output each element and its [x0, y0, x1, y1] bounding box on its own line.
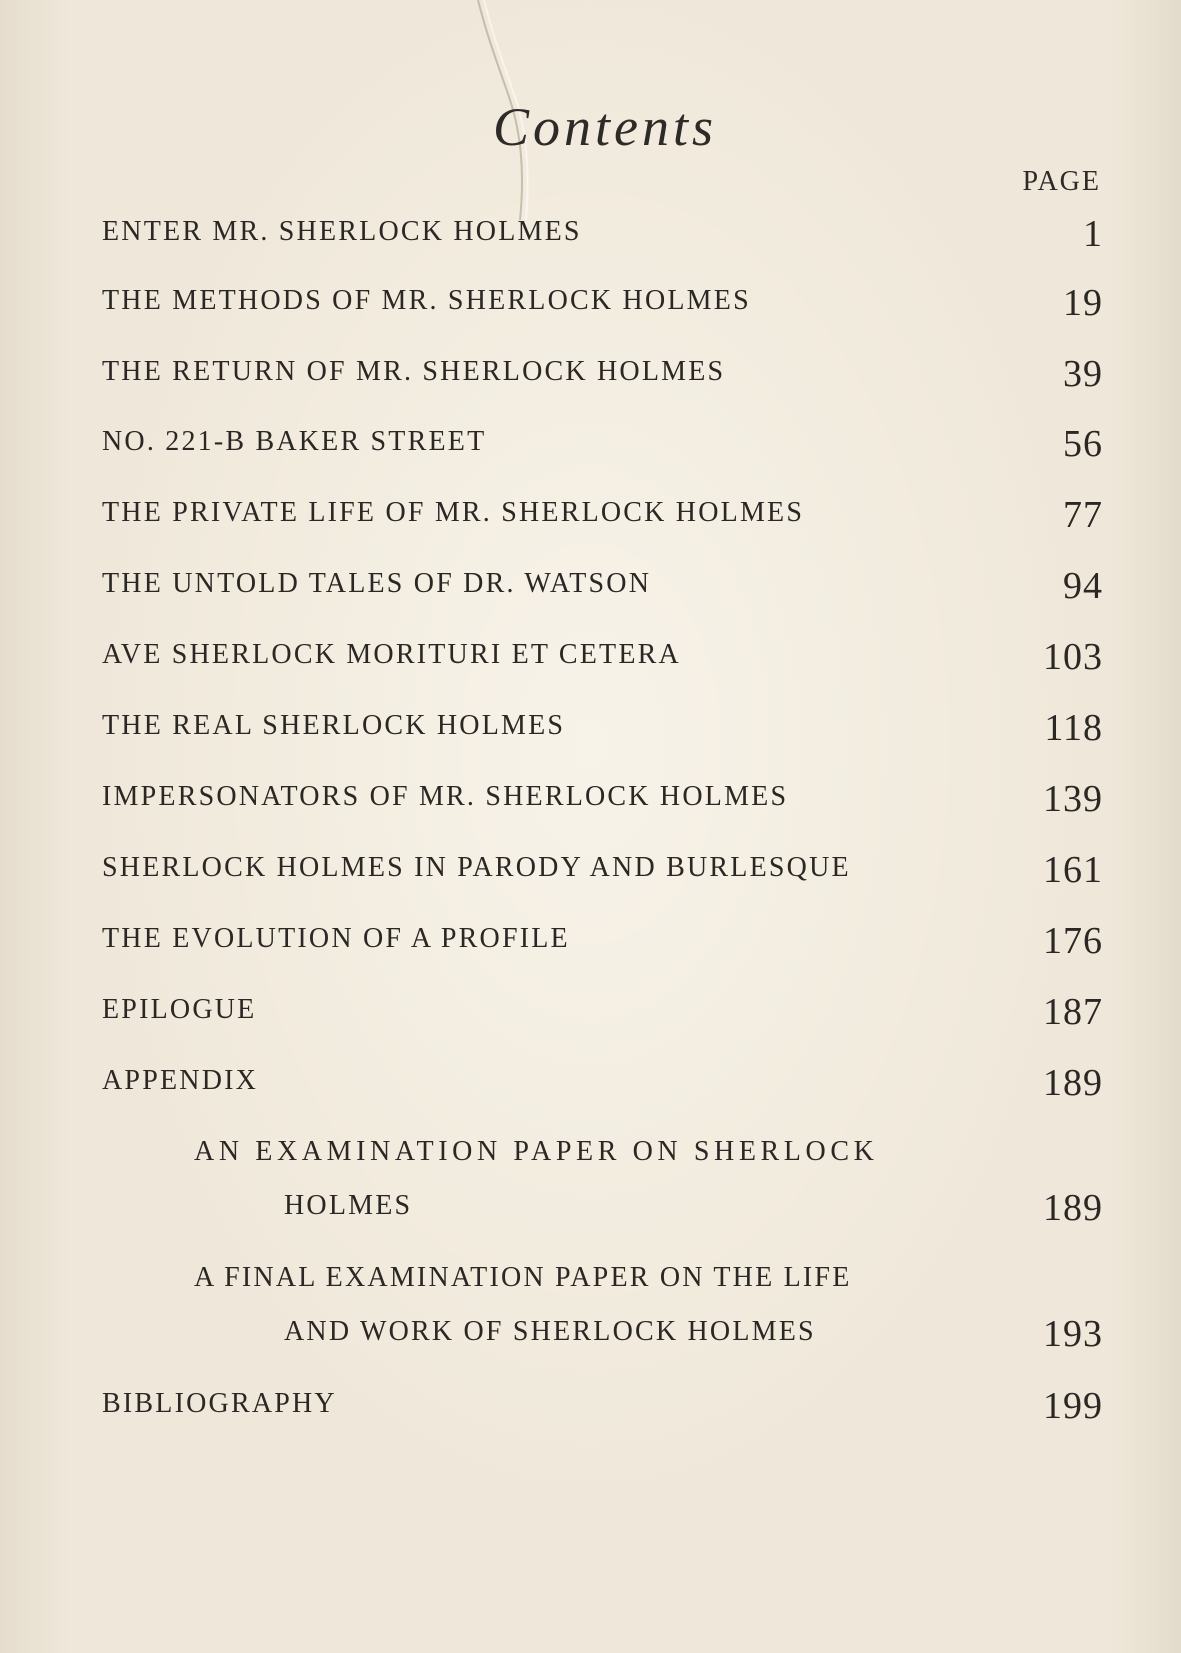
toc-entry-title: SHERLOCK HOLMES IN PARODY AND BURLESQUE [102, 852, 851, 883]
toc-entry-title: EPILOGUE [102, 994, 257, 1025]
toc-entry-page: 1 [1083, 213, 1103, 255]
toc-entry-page: 56 [1063, 423, 1103, 465]
toc-entry-title: ENTER MR. SHERLOCK HOLMES [102, 216, 582, 247]
toc-entry[interactable] [102, 423, 1103, 466]
toc-entry[interactable] [102, 494, 1103, 537]
toc-entry-page: 189 [1043, 1062, 1103, 1104]
toc-entry[interactable] [102, 778, 1103, 821]
toc-entry-title: THE RETURN OF MR. SHERLOCK HOLMES [102, 356, 726, 387]
toc-entry-page: 187 [1043, 991, 1103, 1033]
toc-entry-page: 103 [1043, 636, 1103, 678]
page-column-label: PAGE [1022, 166, 1101, 197]
toc-entry[interactable] [102, 707, 1103, 750]
toc-entry[interactable] [102, 213, 1103, 256]
toc-entry-title: NO. 221-B BAKER STREET [102, 426, 487, 457]
toc-entry[interactable] [102, 282, 1103, 325]
toc-entry-title: APPENDIX [102, 1065, 259, 1096]
toc-entry-page: 19 [1063, 282, 1103, 324]
toc-entry[interactable] [102, 849, 1103, 892]
contents-heading: Contents [492, 97, 717, 157]
toc-entry[interactable] [102, 353, 1103, 396]
toc-entry-page: 199 [1043, 1385, 1103, 1427]
toc-entry-title: IMPERSONATORS OF MR. SHERLOCK HOLMES [102, 781, 789, 812]
appendix-item-title-line2: HOLMES [284, 1190, 413, 1221]
toc-entry-page: 94 [1063, 565, 1103, 607]
toc-entry-page: 77 [1063, 494, 1103, 536]
toc-entry[interactable] [102, 565, 1103, 608]
toc-entry-bibliography[interactable] [102, 1385, 1103, 1428]
toc-entry-title: THE EVOLUTION OF A PROFILE [102, 923, 570, 954]
toc-entry-page: 139 [1043, 778, 1103, 820]
appendix-item-title-line2: AND WORK OF SHERLOCK HOLMES [284, 1316, 816, 1347]
toc-entry-page: 39 [1063, 353, 1103, 395]
toc-entry-page: 161 [1043, 849, 1103, 891]
toc-entry[interactable] [102, 920, 1103, 963]
toc-entry[interactable] [102, 636, 1103, 679]
toc-entry-title: THE REAL SHERLOCK HOLMES [102, 710, 566, 741]
toc-entry-title: THE METHODS OF MR. SHERLOCK HOLMES [102, 285, 751, 316]
appendix-item-title-line1: AN EXAMINATION PAPER ON SHERLOCK [194, 1136, 879, 1167]
appendix-item-title-line1: A FINAL EXAMINATION PAPER ON THE LIFE [194, 1262, 852, 1293]
toc-entry-page: 118 [1044, 707, 1103, 749]
appendix-item-page: 189 [1043, 1187, 1103, 1229]
toc-entry[interactable] [102, 991, 1103, 1034]
toc-entry-title: THE PRIVATE LIFE OF MR. SHERLOCK HOLMES [102, 497, 805, 528]
toc-entry-page: 176 [1043, 920, 1103, 962]
toc-entry-title: BIBLIOGRAPHY [102, 1388, 337, 1419]
toc-entry-title: AVE SHERLOCK MORITURI ET CETERA [102, 639, 681, 670]
appendix-item-page: 193 [1043, 1313, 1103, 1355]
toc-entry[interactable] [102, 1062, 1103, 1105]
toc-entry-title: THE UNTOLD TALES OF DR. WATSON [102, 568, 652, 599]
